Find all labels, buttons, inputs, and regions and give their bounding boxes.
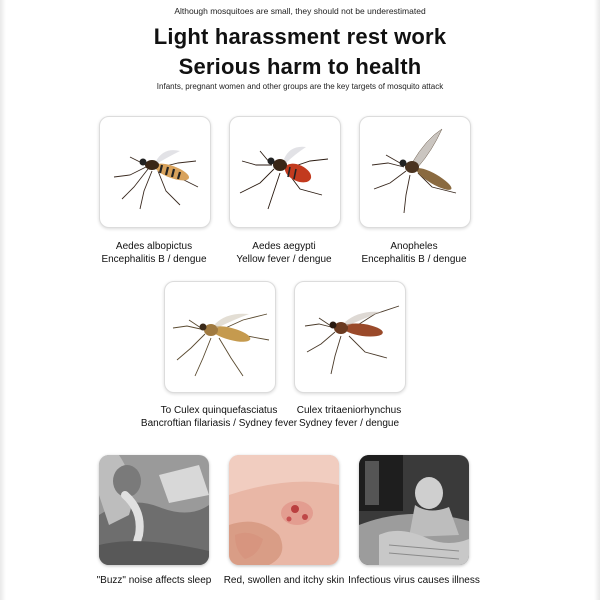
mosquito-caption-culex-tritaeniorhynchus — [254, 404, 444, 430]
mosquito-card-aedes-albopictus — [99, 116, 211, 228]
mosquito-striped-icon — [100, 117, 210, 227]
mosquito-diseases: Encephalitis B / dengue — [361, 254, 467, 265]
mosquito-diseases: Yellow fever / dengue — [236, 254, 332, 265]
sick-patient-icon — [359, 455, 469, 565]
mosquito-card-culex-tritaeniorhynchus — [294, 281, 406, 393]
sleeping-person-icon — [99, 455, 209, 565]
mosquito-diseases: Encephalitis B / dengue — [101, 254, 207, 265]
mosquito-name: Culex tritaeniorhynchus — [296, 405, 402, 416]
photo-sleeping-person — [99, 455, 209, 565]
mosquito-anopheles-icon — [360, 117, 470, 227]
harm-caption-illness: Infectious virus causes illness — [348, 575, 480, 586]
mosquito-caption-anopheles — [319, 240, 509, 266]
mosquito-card-culex-quinquefasciatus — [164, 281, 276, 393]
headline-line-2: Serious harm to health — [178, 54, 422, 79]
photo-bitten-skin — [229, 455, 339, 565]
mosquito-diseases: Sydney fever / dengue — [298, 418, 400, 429]
mosquito-culex-icon — [165, 282, 275, 392]
headline-line-1: Light harassment rest work — [153, 24, 447, 49]
harm-caption-noise: "Buzz" noise affects sleep — [96, 575, 212, 586]
mosquito-blood-fed-icon — [230, 117, 340, 227]
mosquito-diseases: Bancroftian filariasis / Sydney fever — [140, 418, 298, 429]
mosquito-name: To Culex quinquefasciatus — [160, 405, 278, 416]
mosquito-name: Aedes aegypti — [252, 241, 316, 252]
top-note: Although mosquitoes are small, they should not be underestimated — [174, 6, 426, 16]
harm-caption-skin: Red, swollen and itchy skin — [223, 575, 345, 586]
sub-note: Infants, pregnant women and other groups are the key targets of mosquito attack — [156, 82, 444, 91]
mosquito-name: Anopheles — [390, 241, 438, 252]
skin-bite-icon — [229, 455, 339, 565]
photo-sick-patient — [359, 455, 469, 565]
mosquito-culex-brown-icon — [295, 282, 405, 392]
mosquito-name: Aedes albopictus — [115, 241, 193, 252]
mosquito-card-anopheles — [359, 116, 471, 228]
mosquito-card-aedes-aegypti — [229, 116, 341, 228]
